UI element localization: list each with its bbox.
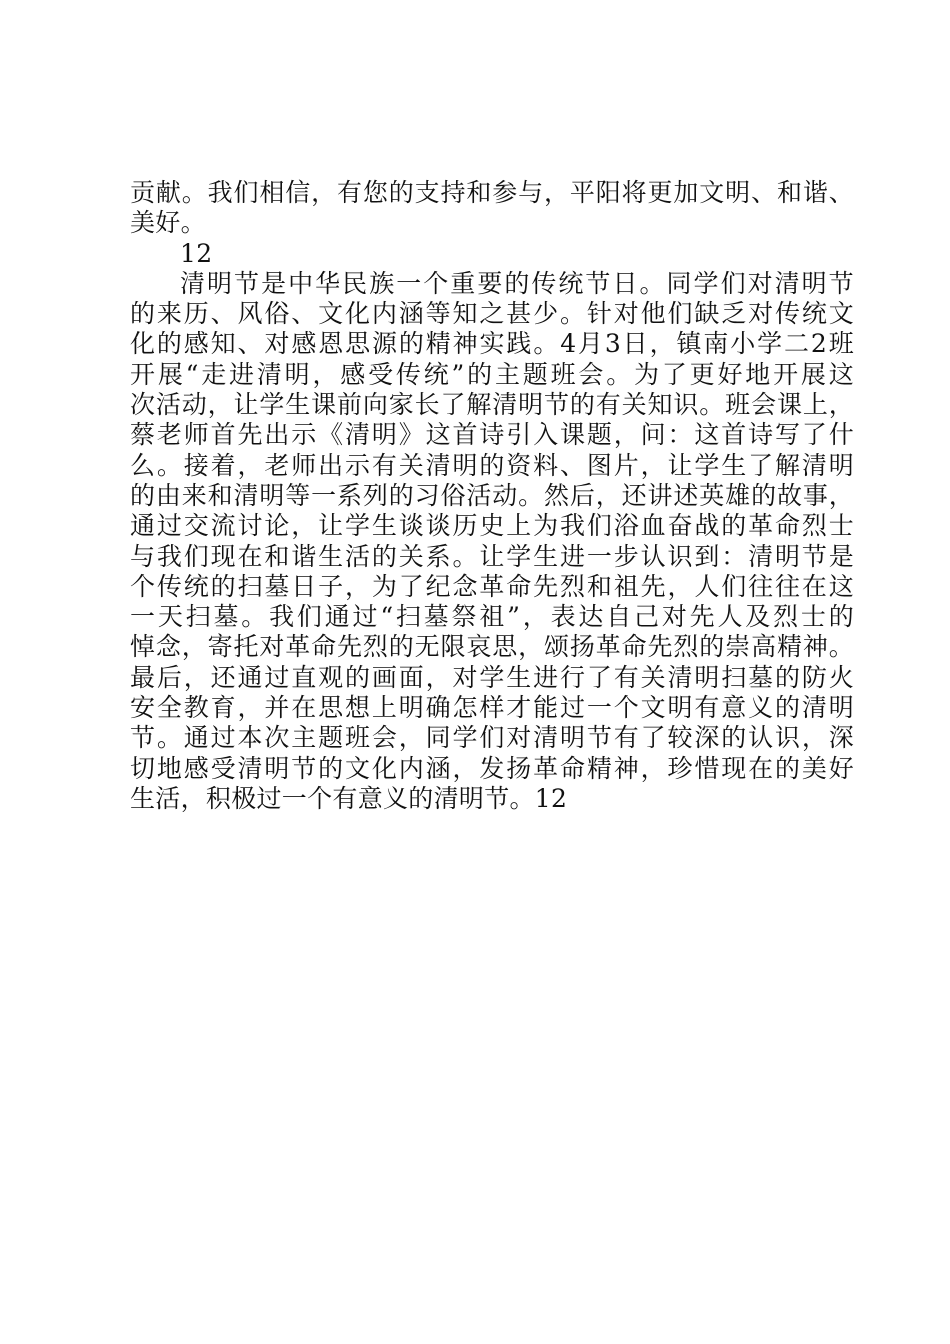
text-line: 切地感受清明节的文化内涵，发扬革命精神，珍惜现在的美好 bbox=[130, 753, 854, 783]
text-line: 节。通过本次主题班会，同学们对清明节有了较深的认识，深 bbox=[130, 723, 854, 753]
text-line: 最后，还通过直观的画面，对学生进行了有关清明扫墓的防火 bbox=[130, 662, 854, 692]
text-line: 悼念，寄托对革命先烈的无限哀思，颂扬革命先烈的崇高精神。 bbox=[130, 632, 854, 662]
text-line: 开展“走进清明，感受传统”的主题班会。为了更好地开展这 bbox=[130, 359, 854, 389]
text-line: 贡献。我们相信，有您的支持和参与，平阳将更加文明、和谐、 bbox=[130, 178, 854, 207]
text-line: 与我们现在和谐生活的关系。让学生进一步认识到：清明节是 bbox=[130, 541, 854, 571]
text-line: 么。接着，老师出示有关清明的资料、图片，让学生了解清明 bbox=[130, 450, 854, 480]
text-line: 一天扫墓。我们通过“扫墓祭祖”，表达自己对先人及烈士的 bbox=[130, 602, 854, 632]
text-line: 清明节是中华民族一个重要的传统节日。同学们对清明节 bbox=[180, 268, 854, 298]
text-line: 生活，积极过一个有意义的清明节。12 bbox=[130, 783, 568, 813]
text-line: 化的感知、对感恩思源的精神实践。4月3日，镇南小学二2班 bbox=[130, 329, 854, 359]
text-line: 个传统的扫墓日子，为了纪念革命先烈和祖先，人们往往在这 bbox=[130, 571, 854, 601]
text-line: 次活动，让学生课前向家长了解清明节的有关知识。班会课上， bbox=[130, 390, 854, 420]
text-line: 安全教育，并在思想上明确怎样才能过一个文明有意义的清明 bbox=[130, 693, 854, 723]
text-line: 蔡老师首先出示《清明》这首诗引入课题，问：这首诗写了什 bbox=[130, 420, 854, 450]
text-line: 美好。 bbox=[130, 208, 206, 238]
text-line: 的由来和清明等一系列的习俗活动。然后，还讲述英雄的故事， bbox=[130, 480, 854, 510]
text-line: 12 bbox=[180, 238, 213, 268]
text-line: 通过交流讨论，让学生谈谈历史上为我们浴血奋战的革命烈士 bbox=[130, 511, 854, 541]
body-text bbox=[130, 178, 854, 814]
text-line: 的来历、风俗、文化内涵等知之甚少。针对他们缺乏对传统文 bbox=[130, 299, 854, 329]
